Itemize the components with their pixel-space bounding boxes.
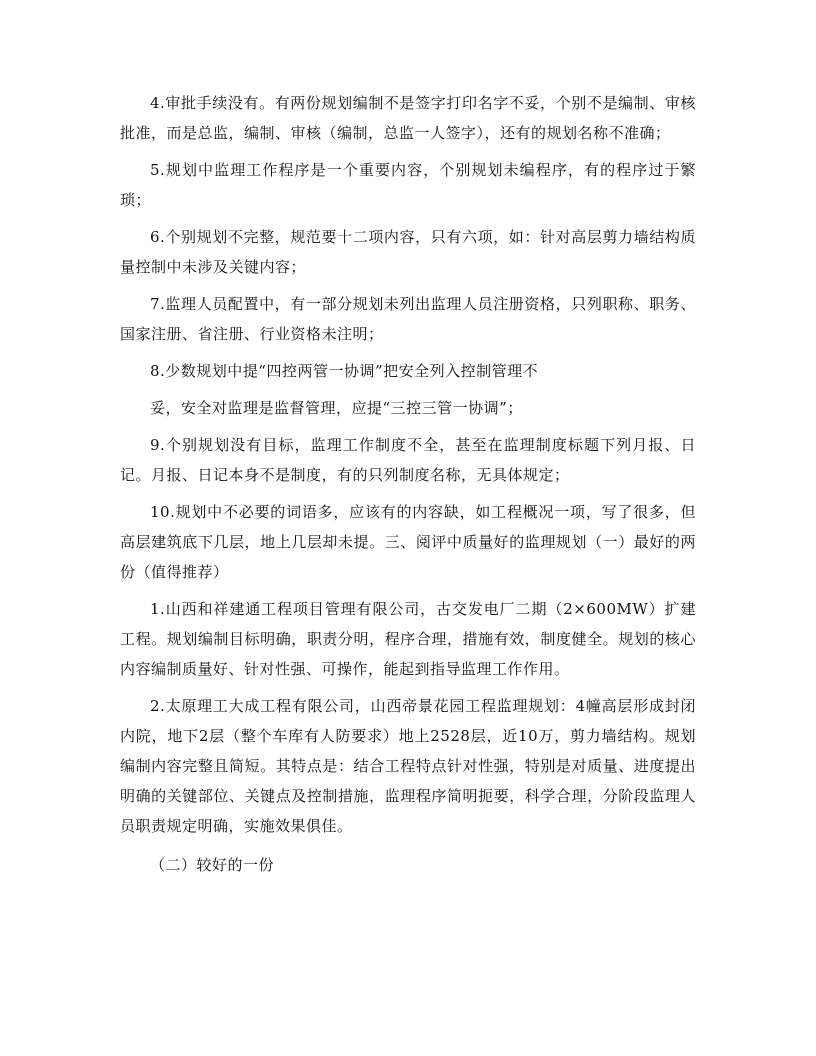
paragraph-item-10: 10.规划中不必要的词语多，应该有的内容缺，如工程概况一项，写了很多，但高层建筑底下几层，地上几层却未提。三、阅评中质量好的监理规划（一）最好的两份（值得推荐） [120, 503, 696, 581]
paragraph-item-8-line-2: 妥，安全对监理是监督管理，应提“三控三管一协调”； [150, 399, 523, 417]
paragraph-item-9: 9.个别规划没有目标，监理工作制度不全，甚至在监理制度标题下列月报、日记。月报、日记本身不是制度，有的只列制度名称，无具体规定； [120, 436, 696, 484]
paragraph-item-7: 7.监理人员配置中，有一部分规划未列出监理人员注册资格，只列职称、职务、国家注册、省注册、行业资格未注明； [120, 295, 696, 343]
recommended-plan-2: 2.太原理工大成工程有限公司，山西帝景花园工程监理规划：4幢高层形成封闭内院，地下2层（整个车库有人防要求）地上2528层，近10万，剪力墙结构。规划编制内容完整且简短。其特点是：结合工程特点针对性强，特别是对质量、进度提出明确的关键部位、关键点及控制措施，监理程序简明扼要，科学合理，分阶段监理人员职责规定明确，实施效果俱佳。 [120, 697, 696, 835]
paragraph-item-5: 5.规划中监理工作程序是一个重要内容，个别规划未编程序，有的程序过于繁琐； [120, 161, 696, 209]
paragraph-item-8-line-1: 8.少数规划中提“四控两管一协调”把安全列入控制管理不 [150, 362, 539, 380]
document-body [120, 88, 696, 880]
paragraph-item-4: 4.审批手续没有。有两份规划编制不是签字打印名字不妥，个别不是编制、审核批准，而是总监，编制、审核（编制，总监一人签字），还有的规划名称不准确； [120, 94, 696, 142]
paragraph-item-6: 6.个别规划不完整，规范要十二项内容，只有六项，如：针对高层剪力墙结构质量控制中未涉及关键内容； [120, 228, 696, 276]
recommended-plan-1: 1.山西和祥建通工程项目管理有限公司，古交发电厂二期（2×600MW）扩建工程。规划编制目标明确，职责分明，程序合理，措施有效，制度健全。规划的核心内容编制质量好、针对性强、可操作，能起到指导监理工作作用。 [120, 600, 696, 678]
section-subheading: （二）较好的一份 [150, 856, 275, 874]
